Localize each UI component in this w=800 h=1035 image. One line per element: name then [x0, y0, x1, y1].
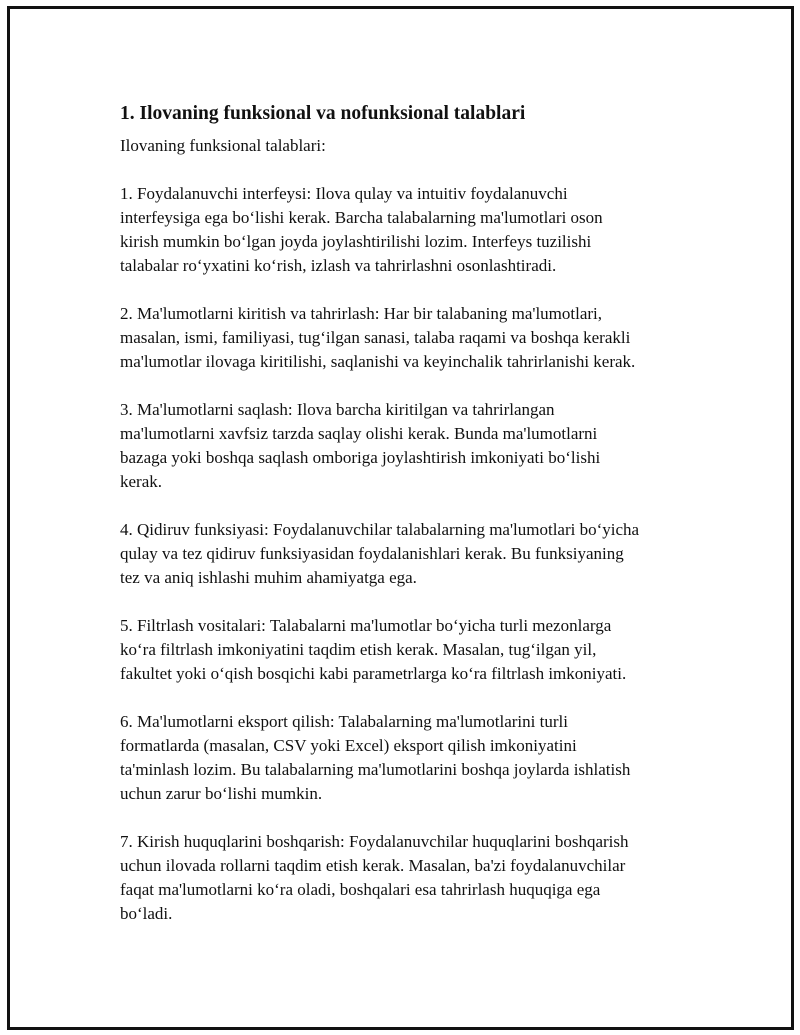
paragraph-line: ma'lumotlar ilovaga kiritilishi, saqlanishi va keyinchalik tahrirlanishi kerak.	[120, 352, 636, 371]
paragraph-line: uchun ilovada rollarni taqdim etish kerak. Masalan, ba'zi foydalanuvchilar	[120, 856, 626, 875]
paragraph-line: kirish mumkin bo‘lgan joyda joylashtirilishi lozim. Interfeys tuzilishi	[120, 232, 592, 251]
paragraph-line: uchun zarur bo‘lishi mumkin.	[120, 784, 323, 803]
paragraph-line: qulay va tez qidiruv funksiyasidan foydalanishlari kerak. Bu funksiyaning	[120, 544, 624, 563]
requirement-paragraph-2	[120, 302, 710, 374]
requirement-paragraph-5	[120, 614, 710, 686]
paragraph-line: ko‘ra filtrlash imkoniyatini taqdim etish kerak. Masalan, tug‘ilgan yil,	[120, 640, 597, 659]
paragraph-line: ma'lumotlarni xavfsiz tarzda saqlay olishi kerak. Bunda ma'lumotlarni	[120, 424, 598, 443]
requirement-paragraph-6	[120, 710, 710, 806]
paragraph-line: ta'minlash lozim. Bu talabalarning ma'lumotlarini boshqa joylarda ishlatish	[120, 760, 631, 779]
requirement-paragraph-7	[120, 830, 710, 926]
page-frame	[7, 6, 794, 1030]
section-heading: 1. Ilovaning funksional va nofunksional talablari	[120, 103, 526, 124]
intro-text: Ilovaning funksional talablari:	[120, 136, 326, 155]
paragraph-line: interfeysiga ega bo‘lishi kerak. Barcha talabalarning ma'lumotlari oson	[120, 208, 603, 227]
requirement-paragraph-3	[120, 398, 710, 494]
paragraph-line: 4. Qidiruv funksiyasi: Foydalanuvchilar talabalarning ma'lumotlari bo‘yicha	[120, 520, 640, 539]
requirement-paragraph-4	[120, 518, 710, 590]
paragraph-line: tez va aniq ishlashi muhim ahamiyatga ega.	[120, 568, 417, 587]
paragraph-line: bo‘ladi.	[120, 904, 173, 923]
paragraph-line: 6. Ma'lumotlarni eksport qilish: Talabalarning ma'lumotlarini turli	[120, 712, 568, 731]
paragraph-line: formatlarda (masalan, CSV yoki Excel) eksport qilish imkoniyatini	[120, 736, 577, 755]
requirement-paragraph-1	[120, 182, 710, 278]
paragraph-line: bazaga yoki boshqa saqlash omboriga joylashtirish imkoniyati bo‘lishi	[120, 448, 601, 467]
paragraph-line: faqat ma'lumotlarni ko‘ra oladi, boshqalari esa tahrirlash huquqiga ega	[120, 880, 601, 899]
document-body	[120, 98, 710, 950]
paragraph-line: 2. Ma'lumotlarni kiritish va tahrirlash: Har bir talabaning ma'lumotlari,	[120, 304, 603, 323]
paragraph-line: kerak.	[120, 472, 163, 491]
paragraph-line: 5. Filtrlash vositalari: Talabalarni ma'lumotlar bo‘yicha turli mezonlarga	[120, 616, 612, 635]
paragraph-line: talabalar ro‘yxatini ko‘rish, izlash va tahrirlashni osonlashtiradi.	[120, 256, 557, 275]
paragraph-line: 1. Foydalanuvchi interfeysi: Ilova qulay va intuitiv foydalanuvchi	[120, 184, 568, 203]
paragraph-line: fakultet yoki o‘qish bosqichi kabi parametrlarga ko‘ra filtrlash imkoniyati.	[120, 664, 627, 683]
paragraph-line: masalan, ismi, familiyasi, tug‘ilgan sanasi, talaba raqami va boshqa kerakli	[120, 328, 631, 347]
paragraph-line: 7. Kirish huquqlarini boshqarish: Foydalanuvchilar huquqlarini boshqarish	[120, 832, 629, 851]
paragraph-line: 3. Ma'lumotlarni saqlash: Ilova barcha kiritilgan va tahrirlangan	[120, 400, 555, 419]
